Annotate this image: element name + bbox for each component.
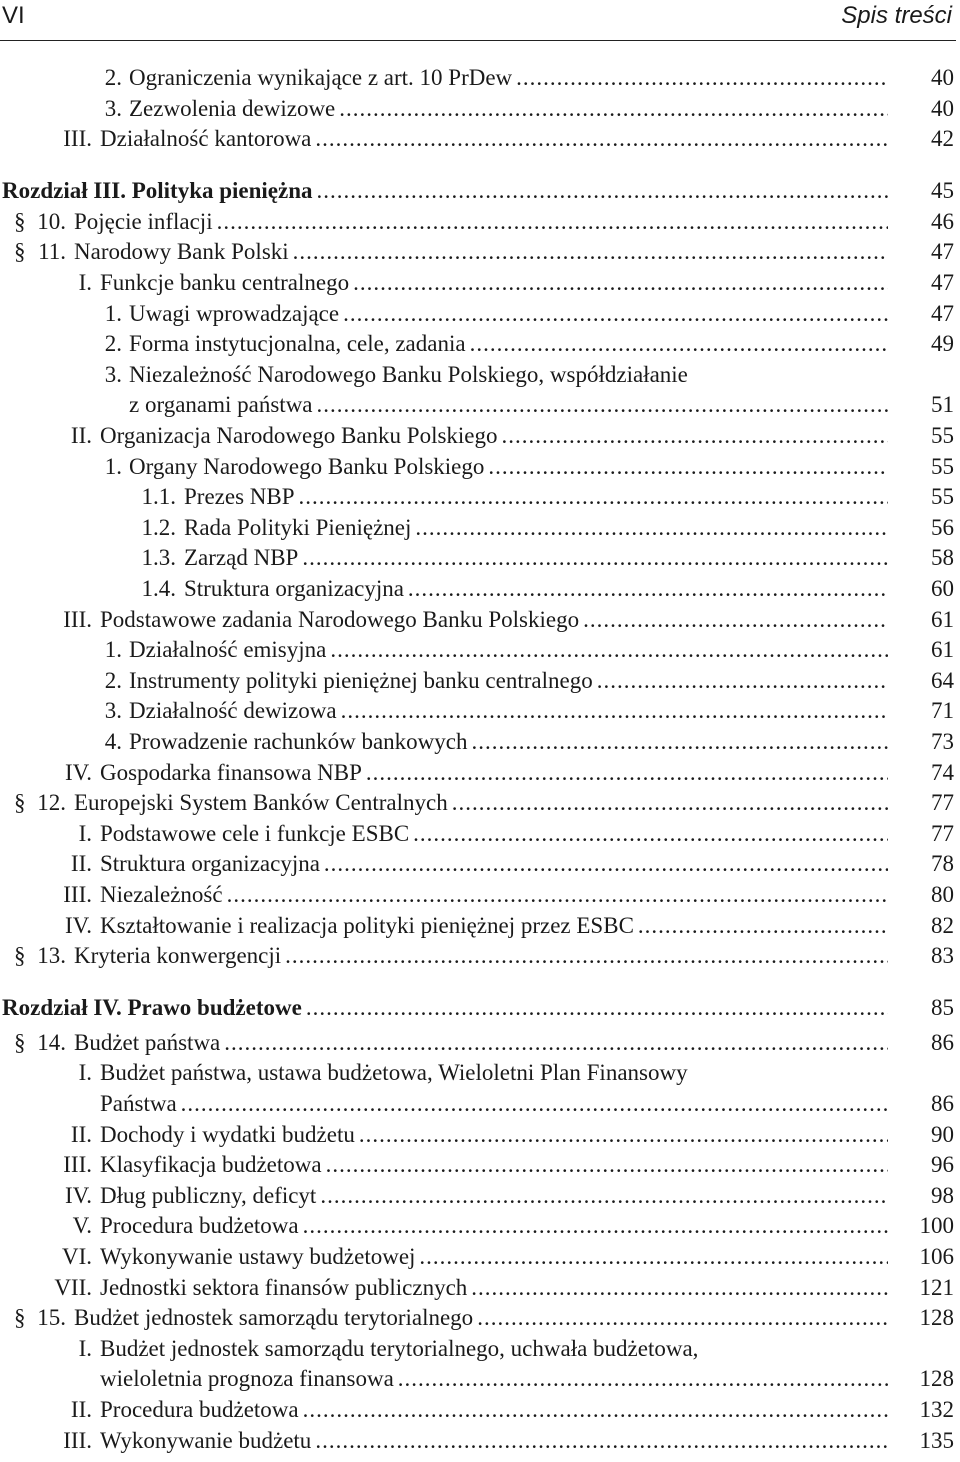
toc-entry (0, 451, 960, 482)
toc-entry (0, 62, 960, 93)
entry-label-row (100, 818, 888, 849)
dot-leader (471, 1272, 888, 1303)
entry-label-row (74, 1027, 888, 1058)
entry-page-number: 64 (931, 667, 954, 693)
dot-leader (413, 818, 888, 849)
entry-page-number: 96 (931, 1152, 954, 1178)
dot-leader (227, 879, 888, 910)
dot-leader (339, 93, 888, 124)
entry-label-row (100, 1057, 888, 1088)
entry-number: IV. (64, 912, 92, 938)
entry-label-row (129, 695, 888, 726)
entry-page-number: 74 (931, 759, 954, 785)
entry-page-number: 60 (931, 576, 954, 601)
toc-entry (0, 1210, 960, 1241)
section-sign: § (14, 239, 26, 265)
entry-label-row (129, 93, 888, 124)
entry-number: 2. (104, 65, 122, 90)
dot-leader (303, 1394, 888, 1425)
entry-number: 11. (38, 239, 66, 265)
entry-label: Dług publiczny, deficyt (100, 1182, 317, 1208)
dot-leader (326, 1149, 888, 1180)
entry-label: Uwagi wprowadzające (129, 300, 340, 326)
entry-number: VII. (54, 1274, 92, 1300)
entry-label-row (100, 604, 888, 635)
entry-page-number: 46 (931, 208, 954, 234)
toc-entry (0, 726, 960, 757)
toc-entry (0, 1394, 960, 1425)
entry-page-number: 49 (931, 331, 954, 357)
entry-label-row (129, 359, 888, 390)
entry-label: Rozdział IV. Prawo budżetowe (2, 994, 302, 1020)
entry-label: Państwa (100, 1091, 177, 1116)
entry-label: Gospodarka finansowa NBP (100, 759, 362, 785)
entry-label-row (74, 236, 888, 267)
entry-page-number: 47 (931, 300, 954, 326)
entry-page-number: 100 (919, 1213, 954, 1239)
entry-label: z organami państwa (129, 392, 313, 418)
entry-label: Wykonywanie budżetu (100, 1427, 312, 1453)
toc-entry (0, 93, 960, 124)
dot-leader (302, 542, 888, 573)
dot-leader (408, 573, 888, 604)
toc-entry (0, 634, 960, 665)
entry-label-row (74, 1302, 888, 1333)
entry-label-row (100, 1394, 888, 1425)
entry-page-number: 82 (931, 912, 954, 938)
entry-label-row (100, 123, 888, 154)
entry-label: Budżet państwa, ustawa budżetowa, Wieloletni Plan Finansowy (100, 1060, 688, 1086)
entry-number: 1.1. (141, 484, 176, 510)
entry-page-number: 45 (931, 177, 954, 203)
toc-entry (0, 818, 960, 849)
entry-label-row (184, 481, 888, 512)
section-sign: § (14, 943, 26, 969)
entry-label-row (100, 1241, 888, 1272)
dot-leader (324, 848, 888, 879)
entry-number: 2. (104, 667, 122, 693)
section-sign: § (14, 208, 26, 234)
entry-number: III. (63, 1152, 92, 1178)
entry-label-row (74, 940, 888, 971)
entry-label-row (129, 389, 888, 420)
entry-number: V. (72, 1213, 92, 1239)
dot-leader (366, 757, 888, 788)
entry-number: 3. (104, 361, 122, 387)
entry-page-number: 73 (931, 729, 954, 754)
dot-leader (224, 1027, 888, 1058)
toc-chapter-entry (0, 992, 960, 1023)
entry-number: II. (70, 1121, 92, 1147)
entry-number: I. (78, 1335, 92, 1361)
dot-leader (217, 206, 888, 237)
toc-entry (0, 298, 960, 329)
entry-page-number: 86 (931, 1091, 954, 1116)
toc-entry (0, 1027, 960, 1058)
entry-label-row (129, 451, 888, 482)
entry-label-row (129, 298, 888, 329)
entry-label: Pojęcie inflacji (74, 208, 213, 234)
toc-entry (0, 1302, 960, 1333)
toc-entry (0, 389, 960, 420)
entry-label: Narodowy Bank Polski (74, 239, 289, 265)
entry-label: Struktura organizacyjna (100, 851, 320, 877)
entry-label-row (129, 328, 888, 359)
toc-entry (0, 1272, 960, 1303)
dot-leader (502, 420, 888, 451)
entry-page-number: 106 (919, 1244, 954, 1269)
toc-entry (0, 123, 960, 154)
toc-chapter-entry (0, 175, 960, 206)
entry-number: 1.2. (141, 514, 176, 540)
entry-label: Organy Narodowego Banku Polskiego (129, 453, 485, 479)
entry-page-number: 55 (931, 423, 954, 448)
entry-label: Budżet państwa (74, 1029, 221, 1055)
entry-number: IV. (64, 759, 92, 785)
toc-entry (0, 1088, 960, 1119)
entry-label-row (129, 665, 888, 696)
entry-page-number: 121 (919, 1274, 954, 1300)
entry-page-number: 42 (931, 126, 954, 152)
entry-label: Rada Polityki Pieniężnej (184, 514, 412, 540)
entry-number: III. (63, 126, 92, 152)
dot-leader (452, 787, 888, 818)
entry-number: 1. (104, 300, 122, 326)
toc-entry (0, 879, 960, 910)
entry-page-number: 55 (931, 484, 954, 510)
dot-leader (320, 1180, 888, 1211)
toc-entry (0, 1119, 960, 1150)
entry-page-number: 128 (919, 1366, 954, 1392)
entry-number: I. (78, 270, 92, 295)
dot-leader (330, 634, 888, 665)
toc-entry (0, 1180, 960, 1211)
entry-number: 10. (37, 208, 66, 234)
entry-label-row (100, 1180, 888, 1211)
dot-leader (415, 512, 888, 543)
entry-label: Działalność dewizowa (129, 698, 337, 724)
toc-entry (0, 665, 960, 696)
entry-label: Procedura budżetowa (100, 1397, 299, 1422)
entry-label-row (2, 992, 888, 1023)
entry-label-row (129, 726, 888, 757)
entry-label: Wykonywanie ustawy budżetowej (100, 1244, 416, 1269)
dot-leader (341, 695, 888, 726)
toc-entry (0, 573, 960, 604)
entry-page-number: 77 (931, 790, 954, 816)
entry-page-number: 135 (919, 1427, 954, 1453)
entry-page-number: 128 (919, 1305, 954, 1331)
entry-number: 14. (37, 1029, 66, 1055)
entry-number: IV. (64, 1182, 92, 1208)
entry-number: 3. (104, 95, 122, 121)
entry-number: 13. (37, 943, 66, 969)
entry-label: Forma instytucjonalna, cele, zadania (129, 331, 466, 357)
entry-page-number: 56 (931, 514, 954, 540)
entry-number: 1.3. (141, 545, 176, 571)
toc-entry (0, 542, 960, 573)
entry-number: 15. (37, 1305, 66, 1331)
entry-page-number: 47 (931, 239, 954, 265)
entry-number: I. (78, 820, 92, 846)
dot-leader (317, 175, 888, 206)
toc-entry (0, 512, 960, 543)
entry-label: Budżet jednostek samorządu terytorialnego (74, 1305, 474, 1331)
toc-entry (0, 206, 960, 237)
entry-number: III. (63, 606, 92, 632)
entry-label: Zezwolenia dewizowe (129, 95, 336, 121)
entry-number: III. (63, 1427, 92, 1453)
toc-entry (0, 1425, 960, 1456)
dot-leader (293, 236, 888, 267)
entry-label-row (129, 62, 888, 93)
entry-label-row (100, 1149, 888, 1180)
entry-number: 3. (104, 698, 122, 724)
dot-leader (315, 1425, 888, 1456)
dot-leader (343, 298, 888, 329)
dot-leader (477, 1302, 888, 1333)
entry-label-row (184, 542, 888, 573)
entry-page-number: 61 (931, 606, 954, 632)
entry-number: 4. (104, 729, 122, 754)
toc-entry (0, 1333, 960, 1364)
entry-label: Dochody i wydatki budżetu (100, 1121, 355, 1147)
entry-label-row (100, 910, 888, 941)
entry-page-number: 55 (931, 453, 954, 479)
toc-entry (0, 695, 960, 726)
entry-number: I. (78, 1060, 92, 1086)
toc-entry (0, 757, 960, 788)
toc-entry (0, 1241, 960, 1272)
dot-leader (285, 940, 888, 971)
entry-number: 1. (104, 453, 122, 479)
entry-number: 12. (37, 790, 66, 816)
dot-leader (516, 62, 888, 93)
entry-label-row (100, 757, 888, 788)
dot-leader (472, 726, 889, 757)
toc-entry (0, 267, 960, 298)
section-sign: § (14, 1305, 26, 1331)
entry-number: 1. (104, 637, 122, 663)
dot-leader (419, 1241, 888, 1272)
entry-page-number: 61 (931, 637, 954, 663)
entry-page-number: 40 (931, 95, 954, 121)
entry-label: Funkcje banku centralnego (100, 270, 350, 295)
entry-label-row (74, 206, 888, 237)
entry-number: VI. (61, 1244, 92, 1269)
section-sign: § (14, 1029, 26, 1055)
toc-entry (0, 910, 960, 941)
toc-entry (0, 420, 960, 451)
entry-number: II. (70, 423, 92, 448)
section-sign: § (14, 790, 26, 816)
dot-leader (303, 1210, 888, 1241)
entry-page-number: 58 (931, 545, 954, 571)
toc-entry (0, 481, 960, 512)
entry-label-row (100, 1333, 888, 1364)
page-number-roman: VI (2, 2, 25, 29)
entry-label-row (100, 1363, 888, 1394)
entry-number: 2. (104, 331, 122, 357)
entry-number: 1.4. (141, 576, 176, 601)
toc-entry (0, 328, 960, 359)
entry-label: Podstawowe cele i funkcje ESBC (100, 820, 410, 846)
entry-label: Podstawowe zadania Narodowego Banku Polskiego (100, 606, 580, 632)
entry-label: Organizacja Narodowego Banku Polskiego (100, 423, 498, 448)
entry-number: III. (63, 882, 92, 907)
entry-page-number: 90 (931, 1121, 954, 1147)
dot-leader (583, 604, 888, 635)
dot-leader (306, 992, 888, 1023)
entry-label-row (100, 1425, 888, 1456)
entry-label: Ograniczenia wynikające z art. 10 PrDew (129, 65, 513, 90)
entry-label: Kryteria konwergencji (74, 943, 282, 969)
entry-label-row (74, 787, 888, 818)
entry-label: Jednostki sektora finansów publicznych (100, 1274, 468, 1300)
entry-label: Niezależność (100, 882, 223, 907)
entry-page-number: 80 (931, 882, 954, 907)
entry-label: Procedura budżetowa (100, 1213, 299, 1239)
toc-entry (0, 787, 960, 818)
entry-label-row (100, 1119, 888, 1150)
entry-label: Zarząd NBP (184, 545, 299, 571)
entry-label-row (100, 267, 888, 298)
entry-page-number: 83 (931, 943, 954, 969)
entry-label-row (100, 848, 888, 879)
entry-label-row (100, 1210, 888, 1241)
toc-entry (0, 848, 960, 879)
entry-page-number: 86 (931, 1029, 954, 1055)
entry-page-number: 98 (931, 1182, 954, 1208)
running-title: Spis treści (841, 2, 952, 29)
entry-page-number: 78 (931, 851, 954, 877)
entry-page-number: 47 (931, 270, 954, 295)
dot-leader (488, 451, 888, 482)
entry-label: Budżet jednostek samorządu terytorialnego, uchwała budżetowa, (100, 1335, 699, 1361)
entry-label: Klasyfikacja budżetowa (100, 1152, 322, 1178)
dot-leader (470, 328, 888, 359)
entry-page-number: 51 (931, 392, 954, 418)
dot-leader (597, 665, 888, 696)
dot-leader (181, 1088, 888, 1119)
entry-label-row (100, 1088, 888, 1119)
dot-leader (299, 481, 888, 512)
toc-entry (0, 1057, 960, 1088)
dot-leader (317, 389, 888, 420)
entry-label: Europejski System Banków Centralnych (74, 790, 448, 816)
entry-label: Działalność emisyjna (129, 637, 327, 663)
entry-label: Instrumenty polityki pieniężnej banku centralnego (129, 667, 593, 693)
entry-label: Rozdział III. Polityka pieniężna (2, 177, 313, 203)
entry-page-number: 40 (931, 65, 954, 90)
entry-label: Struktura organizacyjna (184, 576, 404, 601)
toc-entry (0, 359, 960, 390)
entry-page-number: 77 (931, 820, 954, 846)
entry-label: Działalność kantorowa (100, 126, 312, 152)
entry-number: II. (70, 851, 92, 877)
entry-label-row (100, 1272, 888, 1303)
entry-label: Niezależność Narodowego Banku Polskiego, współdziałanie (129, 361, 688, 387)
running-header (0, 0, 956, 41)
entry-label-row (2, 175, 888, 206)
entry-page-number: 132 (919, 1397, 954, 1422)
entry-label: wieloletnia prognoza finansowa (100, 1366, 394, 1392)
toc-entry (0, 604, 960, 635)
entry-label: Prezes NBP (184, 484, 295, 510)
entry-label-row (129, 634, 888, 665)
entry-number: II. (70, 1397, 92, 1422)
dot-leader (398, 1363, 888, 1394)
dot-leader (353, 267, 888, 298)
dot-leader (638, 910, 888, 941)
entry-page-number: 71 (931, 698, 954, 724)
entry-label-row (100, 420, 888, 451)
toc-entry (0, 1363, 960, 1394)
entry-label: Prowadzenie rachunków bankowych (129, 729, 468, 754)
entry-page-number: 85 (931, 994, 954, 1020)
entry-label: Kształtowanie i realizacja polityki pieniężnej przez ESBC (100, 912, 634, 938)
dot-leader (315, 123, 888, 154)
entry-label-row (100, 879, 888, 910)
toc-entry (0, 940, 960, 971)
dot-leader (359, 1119, 888, 1150)
entry-label-row (184, 573, 888, 604)
toc-entry (0, 1149, 960, 1180)
toc-entry (0, 236, 960, 267)
entry-label-row (184, 512, 888, 543)
